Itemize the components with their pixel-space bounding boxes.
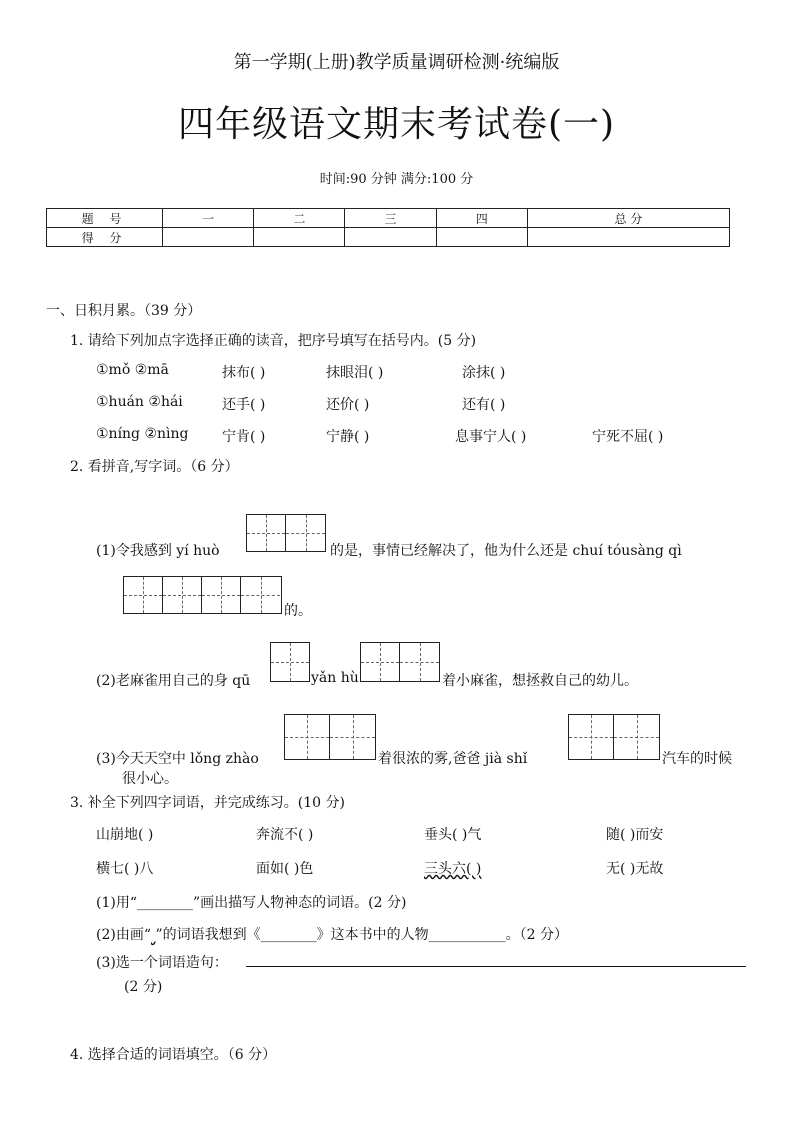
- idiom-blank[interactable]: 无( )无故: [606, 861, 664, 877]
- q3-sub2-end: ”的词语我想到《________》这本书中的人物___________。（2 分）: [155, 927, 568, 943]
- exam-subtitle: 第一学期(上册)教学质量调研检测·统编版: [233, 52, 560, 73]
- q2-line1-end: 的。: [284, 603, 312, 619]
- score-cell[interactable]: [254, 228, 345, 247]
- idiom-blank-wavy[interactable]: 三头六( ): [424, 861, 482, 877]
- score-cell[interactable]: [527, 228, 729, 247]
- exam-title: 四年级语文期末考试卷(一): [177, 104, 616, 145]
- q3-subquestion-1: (1)用“________”画出描写人物神态的词语。(2 分): [96, 895, 407, 911]
- answer-blank[interactable]: 宁肯( ): [222, 429, 266, 445]
- score-table-header-cell: 二: [254, 209, 345, 228]
- answer-blank[interactable]: 抹布( ): [222, 365, 266, 381]
- answer-blank[interactable]: 宁静( ): [326, 429, 370, 445]
- score-table-header-cell: 四: [436, 209, 527, 228]
- answer-blank[interactable]: 宁死不屈( ): [592, 429, 664, 445]
- pinyin-options: ①huán ②hái: [96, 394, 183, 410]
- q2-line3-middle: 着很浓的雾,爸爸 jià shǐ: [378, 751, 528, 767]
- score-cell[interactable]: [163, 228, 254, 247]
- q2-line3-continuation: 很小心。: [122, 771, 178, 787]
- sentence-answer-line[interactable]: [246, 966, 746, 967]
- answer-blank[interactable]: 还手( ): [222, 397, 266, 413]
- q3-subquestion-2: [96, 924, 568, 944]
- q2-line3-start: (3)今天天空中 lǒng zhào: [96, 751, 259, 767]
- section-title: 一、日积月累。（39 分）: [46, 303, 202, 319]
- score-table-score-row: [47, 228, 730, 247]
- writing-grid[interactable]: [246, 514, 326, 552]
- answer-blank[interactable]: 还有( ): [462, 397, 506, 413]
- answer-blank[interactable]: 抹眼泪( ): [326, 365, 384, 381]
- question-prompt: 2. 看拼音,写字词。（6 分）: [70, 459, 239, 475]
- idiom-blank[interactable]: 山崩地( ): [96, 827, 154, 843]
- q2-line2-pinyin: yǎn hù: [311, 670, 359, 686]
- score-table-header-cell: 总 分: [527, 209, 729, 228]
- question-prompt: 4. 选择合适的词语填空。（6 分）: [70, 1047, 277, 1063]
- writing-grid[interactable]: [360, 642, 440, 682]
- q3-subquestion-3: (3)选一个词语造句：: [96, 955, 228, 971]
- q2-line1-middle: 的是，事情已经解决了，他为什么还是 chuí tóusàng qì: [330, 543, 682, 559]
- question-prompt: 1. 请给下列加点字选择正确的读音，把序号填写在括号内。(5 分): [70, 333, 477, 349]
- writing-grid[interactable]: [123, 576, 282, 614]
- idiom-blank[interactable]: 垂头( )气: [424, 827, 482, 843]
- score-table: [46, 208, 730, 247]
- q2-line1-start: (1)令我感到 yí huò: [96, 543, 220, 559]
- answer-blank[interactable]: 涂抹( ): [462, 365, 506, 381]
- score-table-header-cell: 题 号: [47, 209, 163, 228]
- pinyin-options: ①níng ②nìng: [96, 426, 189, 442]
- score-cell[interactable]: [345, 228, 436, 247]
- q3-sub2-start: (2)由画“: [96, 927, 151, 943]
- writing-grid[interactable]: [284, 714, 376, 760]
- score-table-header-cell: 三: [345, 209, 436, 228]
- idiom-blank[interactable]: 随( )而安: [606, 827, 664, 843]
- idiom-blank[interactable]: 横七( )八: [96, 861, 154, 877]
- pinyin-options: ①mǒ ②mā: [96, 362, 169, 378]
- score-table-header-cell: 一: [163, 209, 254, 228]
- question-prompt: 3. 补全下列四字词语，并完成练习。(10 分): [70, 795, 345, 811]
- score-cell[interactable]: [436, 228, 527, 247]
- writing-grid[interactable]: [568, 714, 660, 760]
- idiom-blank[interactable]: 奔流不( ): [256, 827, 314, 843]
- q2-line2-start: (2)老麻雀用自己的身 qū: [96, 673, 251, 689]
- score-table-header-row: [47, 209, 730, 228]
- idiom-blank[interactable]: 面如( )色: [256, 861, 314, 877]
- time-info: 时间:90 分钟 满分:100 分: [319, 172, 474, 187]
- answer-blank[interactable]: 还价( ): [326, 397, 370, 413]
- q2-line3-end: 汽车的时候: [662, 751, 732, 767]
- score-row-label: 得 分: [47, 228, 163, 247]
- writing-grid[interactable]: [270, 642, 310, 682]
- answer-blank[interactable]: 息事宁人( ): [455, 429, 527, 445]
- q3-sub3-points: (2 分): [124, 979, 163, 995]
- q2-line2-end: 着小麻雀，想拯救自己的幼儿。: [442, 673, 638, 689]
